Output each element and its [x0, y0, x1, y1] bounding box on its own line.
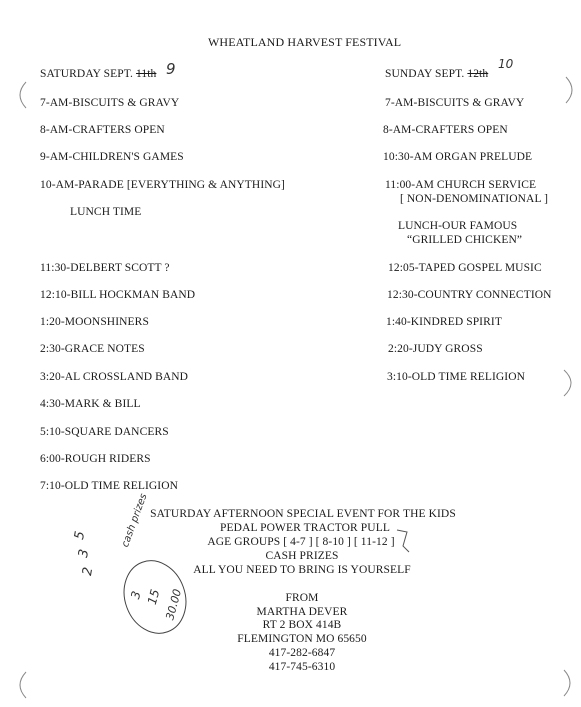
saturday-item: 1:20-MOONSHINERS — [40, 316, 149, 328]
sunday-item: 10:30-AM ORGAN PRELUDE — [383, 151, 533, 163]
saturday-item: 12:10-BILL HOCKMAN BAND — [40, 289, 196, 301]
handwritten-circled-number: 3 — [128, 589, 144, 601]
sunday-item: 12:30-COUNTRY CONNECTION — [387, 289, 552, 301]
pencil-mark — [395, 526, 419, 556]
contact-line: FROM — [285, 592, 319, 604]
saturday-item: 10-AM-PARADE [EVERYTHING & ANYTHING] — [40, 179, 285, 191]
saturday-item: 5:10-SQUARE DANCERS — [40, 426, 169, 438]
saturday-heading-struck-date: 11th — [135, 68, 157, 80]
handwritten-cash-prizes-note: cash prizes — [120, 492, 150, 549]
sunday-item: 3:10-OLD TIME RELIGION — [387, 371, 526, 383]
saturday-item: LUNCH TIME — [70, 206, 142, 218]
saturday-heading — [40, 68, 156, 80]
saturday-item: 9-AM-CHILDREN'S GAMES — [40, 151, 184, 163]
saturday-item: 2:30-GRACE NOTES — [40, 343, 145, 355]
sunday-item: 2:20-JUDY GROSS — [388, 343, 483, 355]
contact-name: MARTHA DEVER — [256, 606, 348, 618]
handwritten-number: 5 — [72, 530, 89, 541]
special-event-heading: SATURDAY AFTERNOON SPECIAL EVENT FOR THE KIDS — [150, 508, 456, 520]
saturday-item: 11:30-DELBERT SCOTT ? — [40, 262, 170, 274]
punch-hole-top-right — [564, 75, 580, 105]
special-event-line: PEDAL POWER TRACTOR PULL — [220, 522, 390, 534]
sunday-heading-label: SUNDAY SEPT. — [385, 68, 468, 80]
contact-city: FLEMINGTON MO 65650 — [237, 633, 367, 645]
punch-hole-top-left — [12, 80, 28, 110]
sunday-item: 8-AM-CRAFTERS OPEN — [383, 124, 508, 136]
saturday-handwritten-date: 9 — [166, 60, 176, 78]
saturday-item: 3:20-AL CROSSLAND BAND — [40, 371, 189, 383]
sunday-heading — [385, 68, 488, 80]
handwritten-number: 3 — [76, 548, 93, 559]
document-title: WHEATLAND HARVEST FESTIVAL — [208, 35, 402, 49]
handwritten-circled-number: 30.00 — [163, 587, 185, 622]
punch-hole-mid-right — [562, 368, 580, 398]
saturday-item: 7:10-OLD TIME RELIGION — [40, 480, 179, 492]
saturday-heading-label: SATURDAY SEPT. — [40, 68, 136, 80]
sunday-heading-struck-date: 12th — [467, 68, 489, 80]
sunday-item: LUNCH-OUR FAMOUS — [398, 220, 518, 232]
sunday-handwritten-date: 10 — [498, 57, 514, 71]
sunday-item: 7-AM-BISCUITS & GRAVY — [385, 97, 525, 109]
saturday-item: 6:00-ROUGH RIDERS — [40, 453, 151, 465]
handwritten-number: 2 — [80, 566, 97, 577]
contact-address: RT 2 BOX 414B — [262, 619, 342, 631]
special-event-line: AGE GROUPS [ 4-7 ] [ 8-10 ] [ 11-12 ] — [207, 536, 395, 548]
special-event-line: ALL YOU NEED TO BRING IS YOURSELF — [193, 564, 411, 576]
special-event-line: CASH PRIZES — [265, 550, 339, 562]
contact-phone: 417-745-6310 — [268, 661, 336, 673]
sunday-item: [ NON-DENOMINATIONAL ] — [400, 193, 549, 205]
saturday-item: 8-AM-CRAFTERS OPEN — [40, 124, 165, 136]
sunday-item: 11:00-AM CHURCH SERVICE — [385, 179, 537, 191]
punch-hole-bottom-left — [12, 670, 28, 700]
sunday-item: “GRILLED CHICKEN” — [407, 234, 523, 246]
handwritten-circled-number: 15 — [144, 587, 163, 607]
contact-phone: 417-282-6847 — [268, 647, 336, 659]
saturday-item: 7-AM-BISCUITS & GRAVY — [40, 97, 180, 109]
punch-hole-bottom-right — [562, 668, 578, 698]
saturday-item: 4:30-MARK & BILL — [40, 398, 141, 410]
sunday-item: 12:05-TAPED GOSPEL MUSIC — [388, 262, 542, 274]
sunday-item: 1:40-KINDRED SPIRIT — [386, 316, 502, 328]
